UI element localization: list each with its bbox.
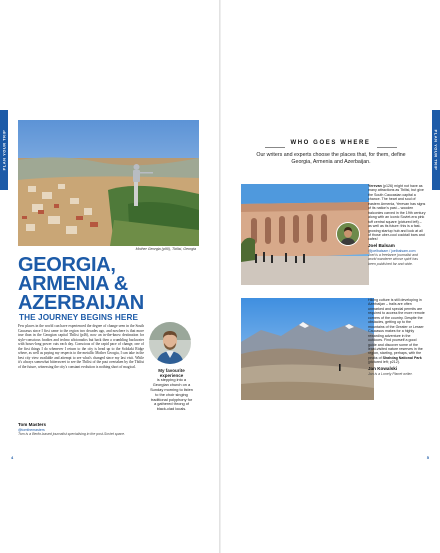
tbilisi-hero-photo bbox=[18, 120, 199, 246]
favourite-title-line-2: experience bbox=[159, 373, 184, 379]
joel-headshot bbox=[336, 222, 360, 246]
side-tab-label: PLAN YOUR TRIP bbox=[1, 129, 7, 171]
right-page-number: 5 bbox=[426, 455, 429, 460]
hiking-paragraph bbox=[368, 298, 426, 365]
yerevan-paragraph bbox=[368, 184, 426, 242]
section-title-rule-right bbox=[377, 147, 397, 148]
yerevan-text: (p126) might not have as many attractions as Tbilisi, but give the South Caucasian capital a chance. The heart and soul of eastern Armenia, Yerevan has signs of its nation's past – wooden balconies carved in the 19th century along with an iconic Soviet-era pink tuff central square (pictured left) – as well as its future: this is a fast-growing startup hub and look at all of those uber-cool cocktail bars and cafes! bbox=[368, 184, 426, 242]
joel-handle: @joelbalsam / joelbalsam.com bbox=[368, 248, 416, 253]
joel-bio: Joel is a freelance journalist and world wanderer whose spirit has been published far and wide. bbox=[368, 253, 419, 266]
section-title-rule-left bbox=[265, 147, 285, 148]
left-author-block bbox=[18, 422, 144, 436]
right-page bbox=[221, 0, 440, 553]
section-intro: Our writers and experts choose the places that, for them, define Georgia, Armenia and Azerbaijan. bbox=[256, 152, 406, 165]
favourite-text: is stepping into a Georgian church on a Sunday morning to listen to the choir singing traditional polyphony for a gathered throng of black-clad locals. bbox=[150, 377, 193, 412]
side-tab-label-right: PLAN YOUR TRIP bbox=[433, 129, 439, 171]
hiking-place: Shahdag National Park bbox=[382, 355, 422, 360]
hiking-column bbox=[368, 298, 426, 376]
headline-line-3: AZERBAIJAN bbox=[18, 292, 144, 314]
jan-name: Jan Kowalski bbox=[368, 366, 398, 372]
hiking-text-after: (pictured left; p212). bbox=[368, 360, 400, 365]
joel-name: Joel Balsam bbox=[368, 243, 395, 249]
plan-your-trip-tab bbox=[0, 110, 8, 190]
author-name: Tom Masters bbox=[18, 422, 46, 427]
hiking-text-before: Hiking culture is still developing in Azerbaijan – trails are often unmarked and special permits are required to access the more remote corners of the country. Despite the obstacles, getting up to the mountains of the Greater or Lesser Caucasus makes for a highly rewarding adventure in the outdoors. Find yourself a good guide and discover some of the least-visited nature reserves in the region, starting, perhaps, with the peaks of bbox=[368, 298, 425, 360]
headline-line-1: GEORGIA, bbox=[18, 254, 116, 276]
author-headshot bbox=[149, 322, 191, 364]
favourite-title-line-1: My favourite bbox=[158, 368, 185, 373]
left-page bbox=[0, 0, 219, 553]
favourite-experience-box bbox=[150, 368, 193, 412]
subheadline: THE JOURNEY BEGINS HERE bbox=[19, 313, 139, 322]
yerevan-lead: Yerevan bbox=[368, 184, 382, 188]
headline-line-2: ARMENIA & bbox=[18, 273, 128, 295]
yerevan-column bbox=[368, 184, 426, 266]
plan-your-trip-tab-right bbox=[432, 110, 440, 190]
author-handle: @tomthemasters bbox=[18, 427, 45, 432]
headline bbox=[18, 256, 208, 313]
jan-bio: Jan is a Lonely Planet writer. bbox=[368, 371, 413, 376]
intro-body-text: Few places in the world can have experienced the degree of change seen in the South Caucasus since I first came to the region two decades ago, and nowhere is that more true than in the Georgian capital Tbilisi (p46), now an in-the-know destination for style-conscious foodies and techno aficionados but back then a crumbling backwater with hours-long power cuts each day. Conscious of the rapid pace of change, one of the first things I do whenever I return to the city is head up to the Sololaki Ridge where, as well as paying my respects to the metallic Mother Georgia, I can take in the best city view available and attempt to see what's changed since my last visit. While it's always somewhat bittersweet to see the Tbilisi of the past overtaken by the Tbilisi of the future, witnessing the city's constant evolution is nothing short of magical. bbox=[18, 324, 144, 369]
hero-caption: Mother Georgia (p90), Tbilisi, Georgia bbox=[135, 247, 196, 251]
author-bio: Tom is a Berlin-based journalist specialising in the post-Soviet space. bbox=[18, 431, 126, 436]
section-title: WHO GOES WHERE bbox=[290, 140, 371, 146]
left-page-number: 4 bbox=[11, 455, 14, 460]
shahdag-mountain-photo bbox=[241, 298, 374, 400]
